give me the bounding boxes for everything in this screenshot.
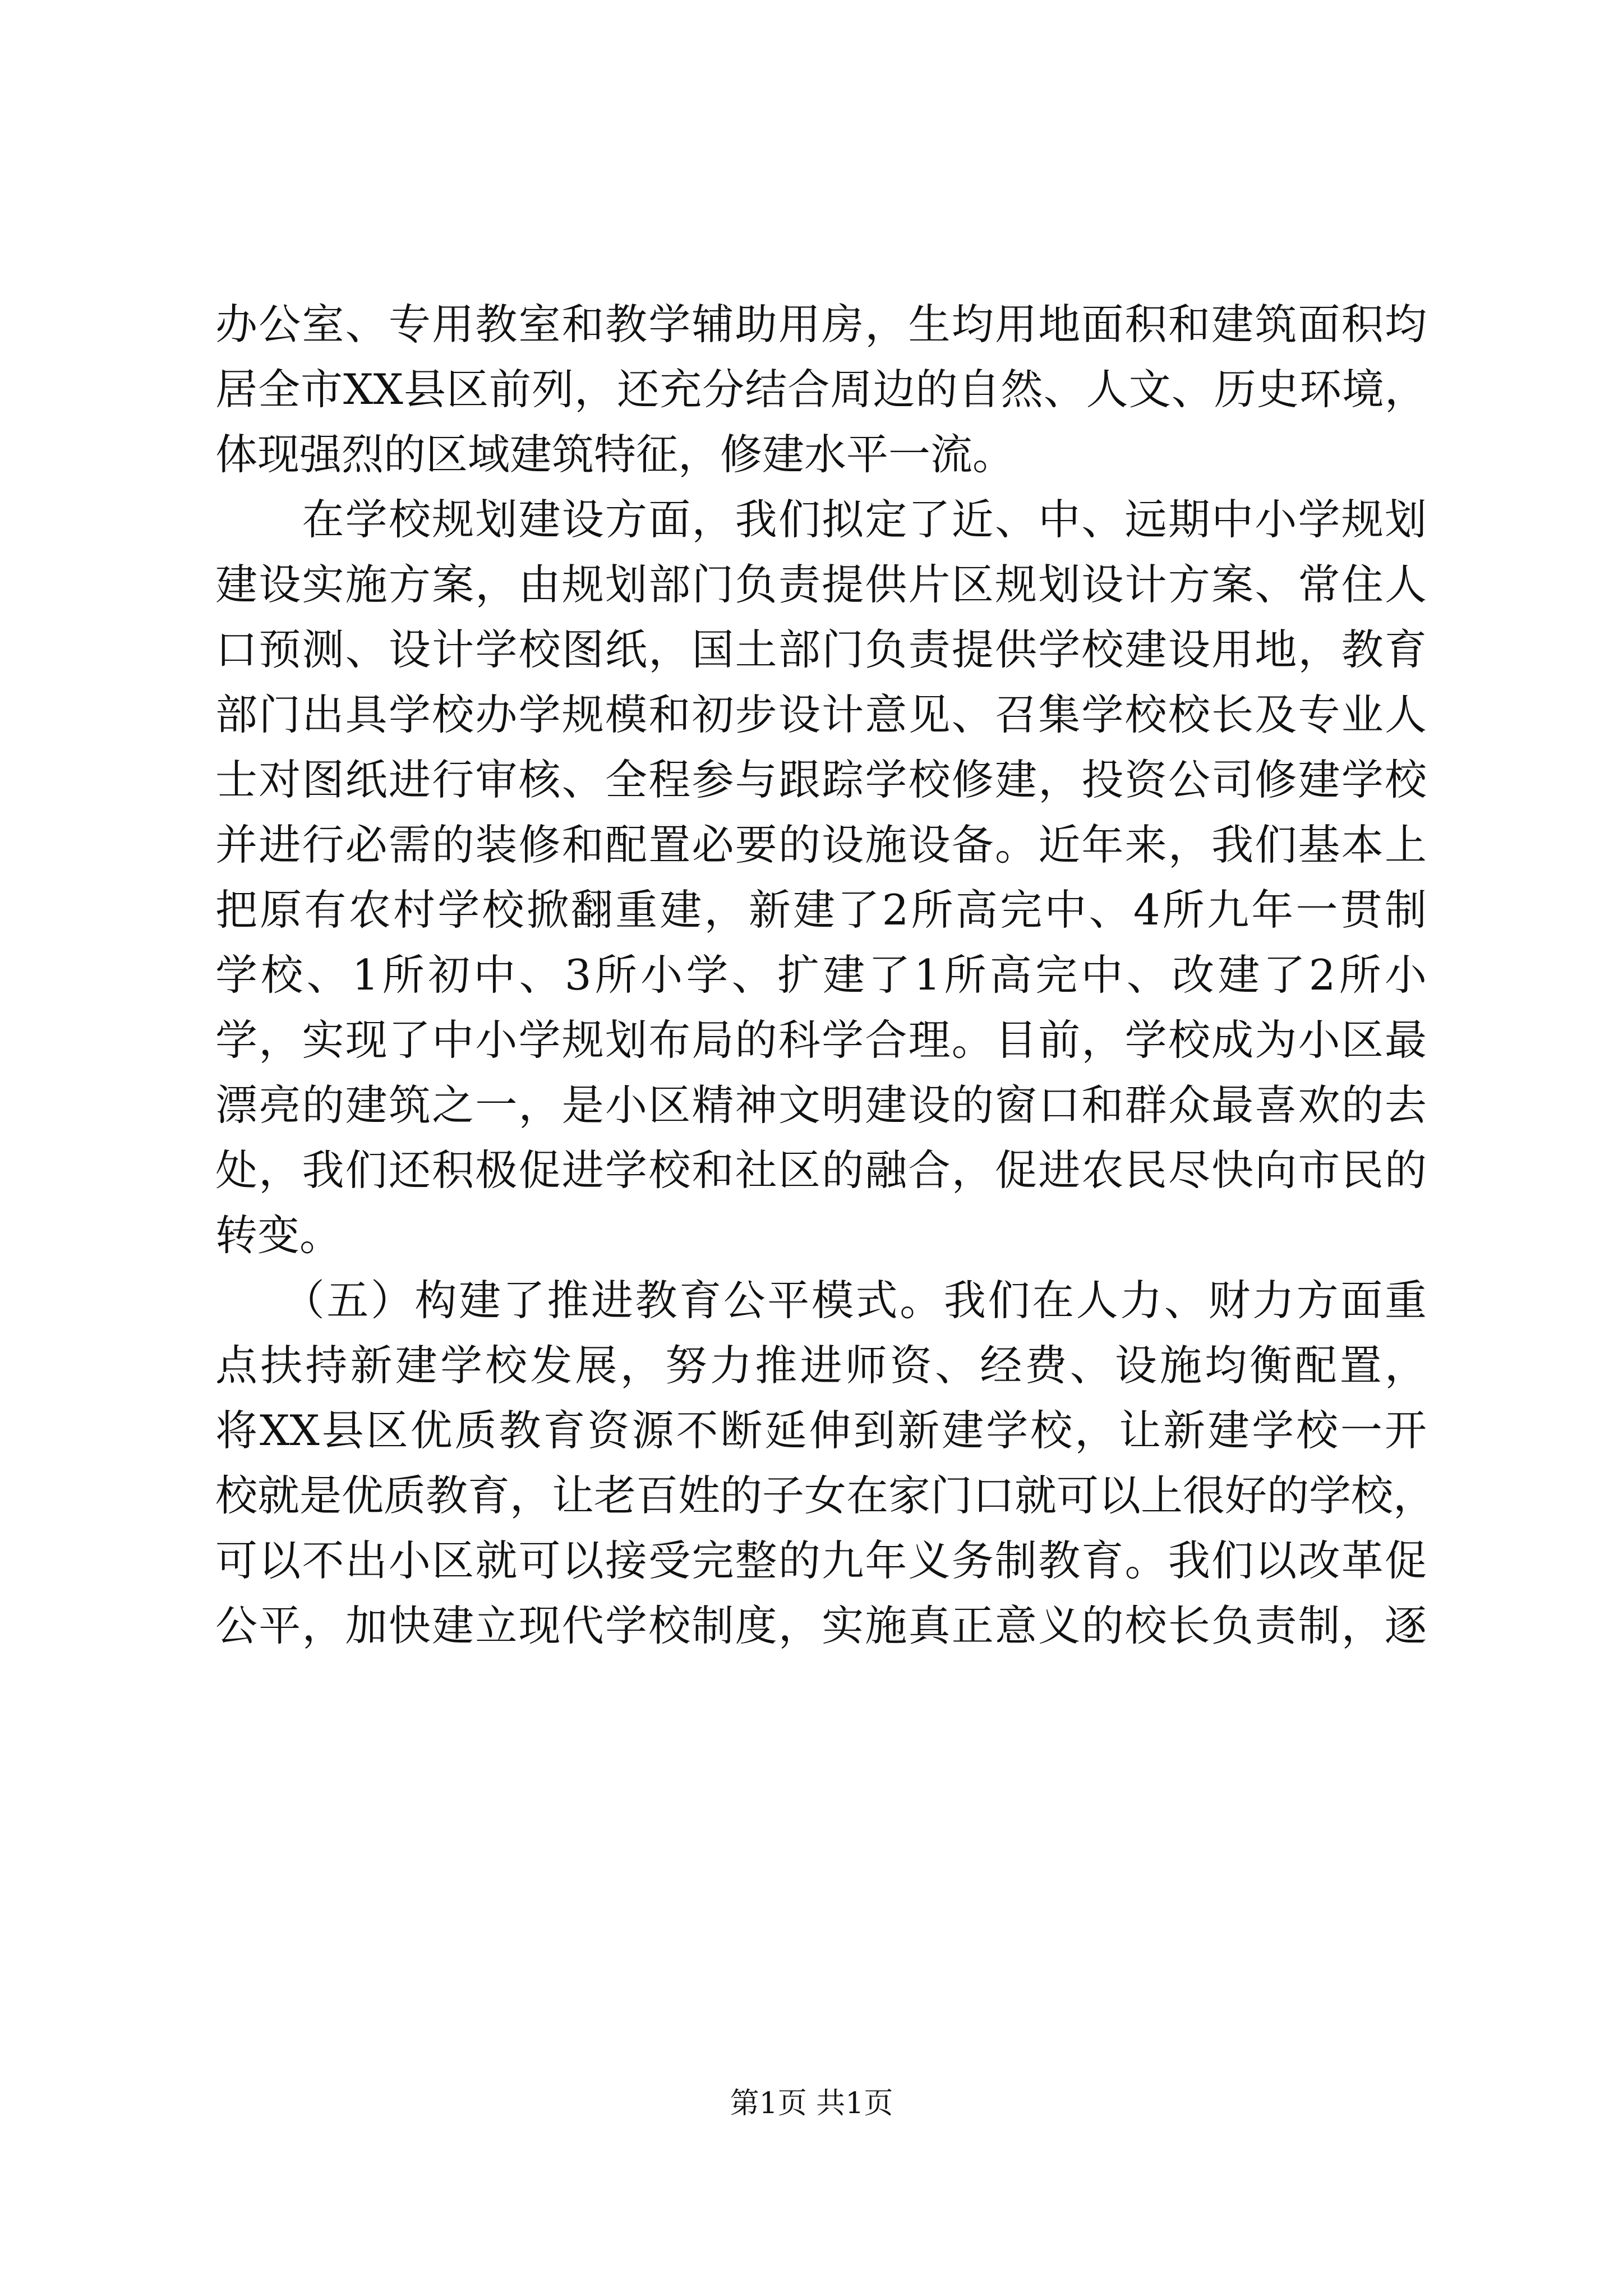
- body-line: 部门出具学校办学规模和初步设计意见、召集学校校长及专业人: [215, 690, 1427, 739]
- body-line: 转变。: [215, 1211, 342, 1260]
- document-body: [215, 292, 1436, 1658]
- body-line: 把原有农村学校掀翻重建，新建了2所高完中、4所九年一贯制: [215, 885, 1427, 935]
- body-line: 校就是优质教育，让老百姓的子女在家门口就可以上很好的学校，: [215, 1471, 1436, 1520]
- body-line: 将XX县区优质教育资源不断延伸到新建学校，让新建学校一开: [215, 1406, 1427, 1455]
- body-line: 可以不出小区就可以接受完整的九年义务制教育。我们以改革促: [215, 1536, 1427, 1585]
- body-line: 公平，加快建立现代学校制度，实施真正意义的校长负责制，逐: [215, 1601, 1427, 1650]
- body-line: 办公室、专用教室和教学辅助用房，生均用地面积和建筑面积均: [215, 300, 1427, 349]
- body-line: 处，我们还积极促进学校和社区的融合，促进农民尽快向市民的: [215, 1145, 1427, 1195]
- body-line: 口预测、设计学校图纸，国土部门负责提供学校建设用地，教育: [215, 625, 1427, 674]
- body-line: 点扶持新建学校发展，努力推进师资、经费、设施均衡配置，: [215, 1341, 1427, 1390]
- body-line: 学，实现了中小学规划布局的科学合理。目前，学校成为小区最: [215, 1015, 1427, 1065]
- body-line: 居全市XX县区前列，还充分结合周边的自然、人文、历史环境，: [215, 365, 1427, 414]
- page-footer: 第1页 共1页: [730, 2087, 893, 2120]
- body-line: 在学校规划建设方面，我们拟定了近、中、远期中小学规划: [215, 495, 1427, 544]
- body-line: 体现强烈的区域建筑特征，修建水平一流。: [215, 430, 1015, 479]
- body-line: 士对图纸进行审核、全程参与跟踪学校修建，投资公司修建学校: [215, 755, 1427, 804]
- body-line: 漂亮的建筑之一，是小区精神文明建设的窗口和群众最喜欢的去: [215, 1080, 1427, 1130]
- body-line: （五）构建了推进教育公平模式。我们在人力、财力方面重: [215, 1276, 1427, 1325]
- body-line: 并进行必需的装修和配置必要的设施设备。近年来，我们基本上: [215, 820, 1427, 869]
- body-line: 学校、1所初中、3所小学、扩建了1所高完中、改建了2所小: [215, 950, 1427, 1000]
- body-line: 建设实施方案，由规划部门负责提供片区规划设计方案、常住人: [215, 560, 1427, 609]
